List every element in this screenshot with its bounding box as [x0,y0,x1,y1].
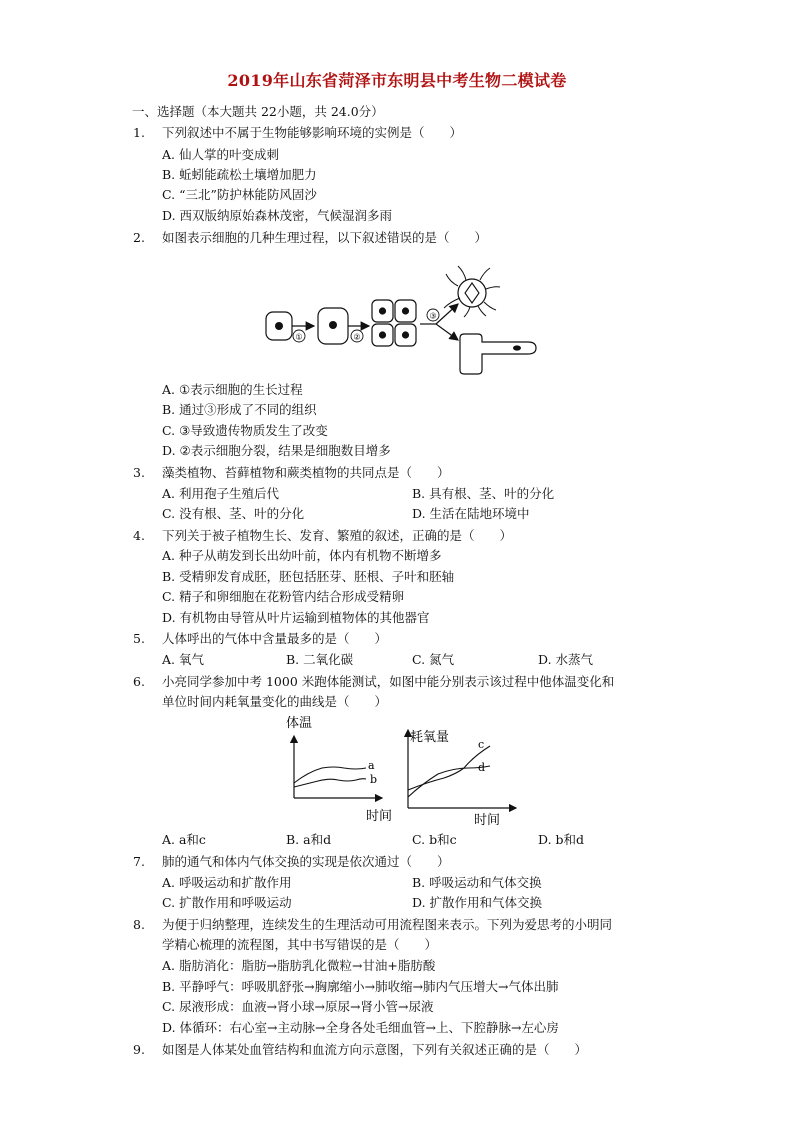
option-a: A. 呼吸运动和扩散作用 [162,875,292,890]
x-axis-label: 时间 [366,809,392,824]
question-stem: 下列叙述中不属于生物能够影响环境的实例是（ ） [162,125,463,140]
curve-b-label: b [370,773,378,786]
option-a: A. 脂肪消化：脂肪→脂肪乳化微粒→甘油+脂肪酸 [162,958,436,973]
option-c: C. 尿液形成：血液→肾小球→原尿→肾小管→尿液 [162,999,434,1014]
option-b: B. 通过③形成了不同的组织 [162,402,317,417]
elongated-cell [460,334,536,374]
option-b: B. 呼吸运动和气体交换 [412,875,542,890]
question-stem: 为便于归纳整理，连续发生的生理活动可用流程图来表示。下列为爱思考的小明同 [162,917,613,932]
option-a: A. 仙人掌的叶变成刺 [162,147,279,162]
oxygen-consumption-graph [398,724,523,832]
option-c: C. 氮气 [412,652,455,667]
svg-text:③: ③ [429,311,437,321]
option-c: C. “三北”防护林能防风固沙 [162,187,317,202]
option-d: D. 西双版纳原始森林茂密，气候湿润多雨 [162,208,393,223]
single-cell-small [266,312,292,340]
question-stem: 肺的通气和体内气体交换的实现是依次通过（ ） [162,854,450,869]
y-axis-label: 耗氧量 [410,730,450,745]
option-c: C. 精子和卵细胞在花粉管内结合形成受精卵 [162,589,405,604]
option-a: A. a和c [162,832,206,847]
question-stem: 如图表示细胞的几种生理过程，以下叙述错误的是（ ） [162,230,488,245]
question-number: 4. [133,528,145,543]
arrow-down [436,324,458,340]
option-c: C. b和c [412,832,457,847]
option-c: C. 没有根、茎、叶的分化 [162,506,305,521]
option-c: C. 扩散作用和呼吸运动 [162,895,292,910]
question-stem-cont: 学精心梳理的流程图，其中书写错误的是（ ） [162,937,438,952]
y-axis-label: 体温 [286,716,313,731]
question-stem: 人体呼出的气体中含量最多的是（ ） [162,631,388,646]
question-number: 2. [133,230,145,245]
question-stem: 小亮同学参加中考 1000 米跑体能测试，如图中能分别表示该过程中他体温变化和 [162,674,615,689]
svg-text:②: ② [353,332,361,342]
curve-b [294,779,366,787]
four-cell-group [372,300,416,346]
option-d: D. ②表示细胞分裂，结果是细胞数目增多 [162,443,391,458]
option-b: B. a和d [286,832,332,847]
curve-d-label: d [478,761,486,774]
page-title: 2019年山东省菏泽市东明县中考生物二模试卷 [227,71,567,90]
question-number: 3. [133,465,145,480]
question-number: 6. [133,674,145,689]
curve-c-label: c [478,738,485,751]
question-number: 8. [133,917,145,932]
circled-number-2 [351,330,363,342]
option-b: B. 二氧化碳 [286,652,354,667]
question-stem: 下列关于被子植物生长、发育、繁殖的叙述，正确的是（ ） [162,528,513,543]
single-cell-grown [318,308,348,344]
question-number: 1. [133,125,145,140]
option-d: D. 生活在陆地环境中 [412,506,530,521]
option-d: D. 有机物由导管从叶片运输到植物体的其他器官 [162,610,430,625]
option-d: D. 体循环：右心室→主动脉→全身各处毛细血管→上、下腔静脉→左心房 [162,1020,559,1035]
option-b: B. 受精卵发育成胚，胚包括胚芽、胚根、子叶和胚轴 [162,569,455,584]
section-heading: 一、选择题（本大题共 22小题，共 24.0分） [132,104,384,119]
option-b: B. 具有根、茎、叶的分化 [412,486,555,501]
option-d: D. b和d [538,832,585,847]
question-number: 7. [133,854,145,869]
circled-number-1 [293,330,305,342]
option-c: C. ③导致遗传物质发生了改变 [162,423,328,438]
body-temp-graph [282,714,392,830]
question-number: 9. [133,1042,145,1057]
option-a: A. ①表示细胞的生长过程 [162,382,303,397]
option-a: A. 氧气 [162,652,204,667]
option-b: B. 蚯蚓能疏松土壤增加肥力 [162,167,317,182]
x-axis-label: 时间 [474,813,501,828]
option-d: D. 扩散作用和气体交换 [412,895,543,910]
circled-number-3 [427,309,439,321]
question-stem-cont: 单位时间内耗氧量变化的曲线是（ ） [162,694,388,709]
option-b: B. 平静呼气：呼吸肌舒张→胸廓缩小→肺收缩→肺内气压增大→气体出肺 [162,979,559,994]
option-a: A. 利用孢子生殖后代 [162,486,279,501]
svg-text:①: ① [295,332,303,342]
cell-process-figure [260,262,560,377]
option-a: A. 种子从萌发到长出幼叶前，体内有机物不断增多 [162,548,442,563]
question-stem: 藻类植物、苔藓植物和蕨类植物的共同点是（ ） [162,465,450,480]
option-d: D. 水蒸气 [538,652,594,667]
question-number: 5. [133,631,145,646]
curve-a-label: a [368,759,375,772]
question-stem: 如图是人体某处血管结构和血流方向示意图，下列有关叙述正确的是（ ） [162,1042,588,1057]
